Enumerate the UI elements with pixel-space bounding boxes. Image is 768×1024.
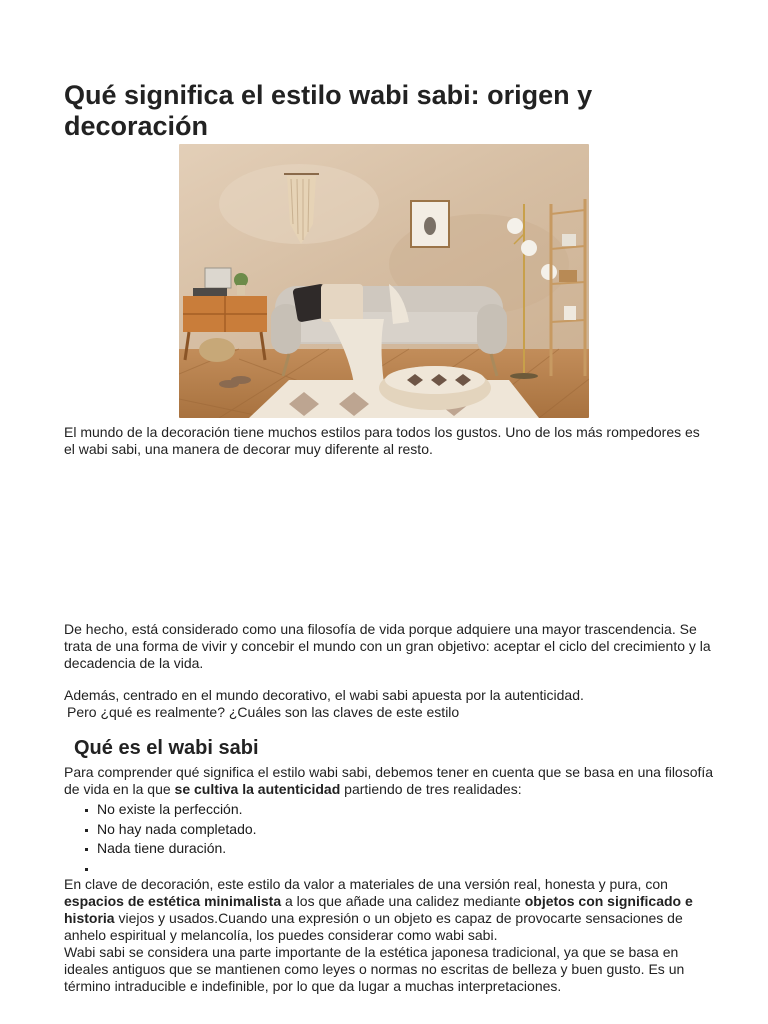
definition-text-a: Para comprender qué significa el estilo wabi sabi, debemos tener en cuenta que se basa en una filosofía de vida en la que [64, 764, 714, 797]
decoration-text-b: a los que añade una calidez mediante [281, 893, 525, 909]
definition-text-b: partiendo de tres realidades: [340, 781, 522, 797]
list-item: No existe la perfección. [84, 800, 484, 820]
definition-bold: se cultiva la autenticidad [174, 781, 341, 797]
philosophy-paragraph: De hecho, está considerado como una filosofía de vida porque adquiere una mayor trascendencia. Se trata de una forma de vivir y concebir el mundo con un gran objetivo: aceptar el ciclo del crecimiento y la decadencia de la vida. [64, 621, 711, 671]
list-item: No hay nada completado. [84, 820, 484, 840]
decoration-bold-2: objetos con significado e historia [64, 893, 693, 926]
list-item: Nada tiene duración. [84, 839, 484, 859]
question-line: Pero ¿qué es realmente? ¿Cuáles son las claves de este estilo [67, 704, 460, 720]
definition-paragraph [64, 764, 714, 798]
authenticity-line: Además, centrado en el mundo decorativo, el wabi sabi apuesta por la autenticidad. [64, 687, 584, 703]
article-title: Qué significa el estilo wabi sabi: origen y decoración [64, 80, 593, 141]
living-room-photo [179, 144, 589, 418]
realities-list [84, 800, 484, 878]
decoration-bold-1: espacios de estética minimalista [64, 893, 282, 909]
section-heading: Qué es el wabi sabi [74, 737, 259, 759]
decoration-text-d: Wabi sabi se considera una parte importante de la estética japonesa tradicional, ya que se basa en ideales antiguos que se mantienen como leyes o normas no escritas de belleza y buen gusto. Es un término intraducible e indefinible, por lo que da lugar a muchas interpretaciones. [64, 944, 685, 994]
decoration-text-c: viejos y usados.Cuando una expresión o un objeto es capaz de provocarte sensaciones de anhelo espiritual y melancolía, los puedes considerar como wabi sabi. [64, 910, 683, 943]
intro-paragraph: El mundo de la decoración tiene muchos estilos para todos los gustos. Uno de los más rompedores es el wabi sabi, una manera de decorar muy diferente al resto. [64, 424, 700, 457]
decoration-text-a: En clave de decoración, este estilo da valor a materiales de una versión real, honesta y pura, con [64, 876, 668, 892]
authenticity-paragraph [64, 687, 714, 721]
decoration-paragraph [64, 876, 714, 995]
